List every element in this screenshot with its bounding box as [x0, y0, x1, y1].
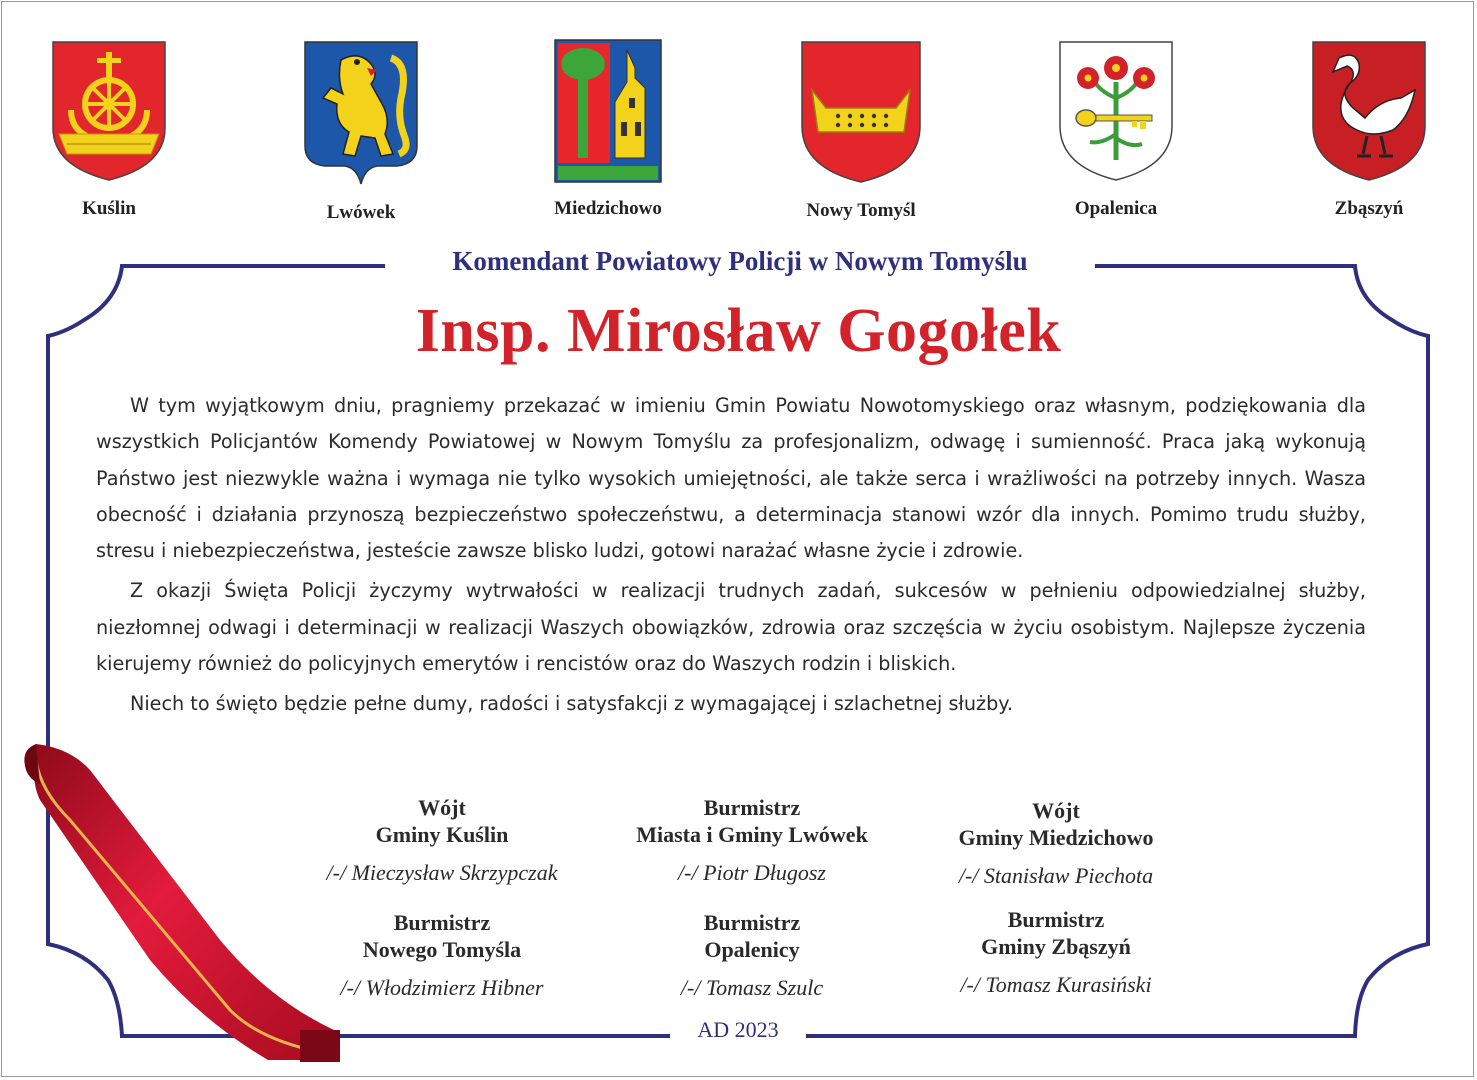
arm-label-zbaszyn: Zbąszyń — [1334, 198, 1404, 219]
signature-title-line2: Nowego Tomyśla — [362, 937, 522, 962]
arm-label-nowy-tomysl: Nowy Tomyśl — [806, 200, 916, 221]
letter-body — [96, 388, 1366, 723]
signature-name: /-/ Piotr Długosz — [678, 860, 826, 885]
letter-paragraph-2: Z okazji Święta Policji życzymy wytrwałości w realizacji trudnych zadań, sukcesów w pełnieniu odpowiedzialnej służby, niezłomnej odwagi i determinacji w realizacji Waszych obowiązków, zdrowia oraz szczęścia w życiu osobistym. Najlepsze życzenia kierujemy również do policyjnych emerytów i rencistów oraz do Waszych rodzin i bliskich. — [96, 579, 1366, 676]
signature-title-line2: Opalenicy — [704, 937, 800, 962]
letter-paragraph-3: Niech to święto będzie pełne dumy, radości i satysfakcji z wymagającej i szlachetnej służby. — [130, 692, 1014, 716]
signature-name: /-/ Tomasz Kurasiński — [960, 972, 1152, 997]
arm-label-opalenica: Opalenica — [1074, 198, 1158, 219]
arm-label-lwowek: Lwówek — [326, 202, 396, 223]
arm-label-miedzichowo: Miedzichowo — [554, 198, 662, 219]
header-title: Komendant Powiatowy Policji w Nowym Tomyślu — [385, 246, 1095, 277]
signature-title-line1: Burmistrz — [1007, 907, 1105, 932]
signature-title-line1: Burmistrz — [703, 795, 801, 820]
signature-nowy-tomysl — [282, 909, 602, 1001]
signature-name: /-/ Tomasz Szulc — [680, 975, 824, 1000]
signature-name: /-/ Włodzimierz Hibner — [340, 975, 544, 1000]
letter-paragraph-1: W tym wyjątkowym dniu, pragniemy przekazać w imieniu Gmin Powiatu Nowotomyskiego oraz własnym, podziękowania dla wszystkich Policjantów Komendy Powiatowej w Nowym Tomyślu za profesjonalizm, odwagę i sumienność. Praca jaką wykonują Państwo jest niezwykle ważna i wymaga nie tylko wysokich umiejętności, ale także serca i wrażliwości na potrzeby innych. Wasza obecność i działania przynoszą bezpieczeństwo społeczeństwu, a determinacja stanowi wzór dla innych. Pomimo trudu służby, stresu i niebezpieczeństwa, jesteście zawsze blisko ludzi, gotowi narażać własne życie i zdrowie. — [96, 394, 1366, 563]
signature-name: /-/ Mieczysław Skrzypczak — [326, 860, 558, 885]
signature-kuslin — [282, 794, 602, 886]
signature-title-line2: Miasta i Gminy Lwówek — [636, 822, 868, 847]
signature-title-line2: Gminy Miedzichowo — [958, 825, 1154, 850]
signature-name: /-/ Stanisław Piechota — [958, 863, 1154, 888]
signature-title-line1: Burmistrz — [393, 910, 491, 935]
honoree-name: Insp. Mirosław Gogołek — [415, 297, 1062, 365]
signature-title-line2: Gminy Kuślin — [375, 822, 509, 847]
signature-miedzichowo — [896, 797, 1216, 889]
signature-title-line2: Gminy Zbąszyń — [981, 934, 1131, 959]
signature-title-line1: Wójt — [418, 795, 466, 820]
signature-opalenica — [592, 909, 912, 1001]
signature-zbaszyn — [896, 906, 1216, 998]
signature-lwowek — [592, 794, 912, 886]
signature-title-line1: Burmistrz — [703, 910, 801, 935]
arm-label-kuslin: Kuślin — [82, 198, 136, 219]
footer-year: AD 2023 — [673, 1017, 803, 1043]
signature-title-line1: Wójt — [1032, 798, 1080, 823]
